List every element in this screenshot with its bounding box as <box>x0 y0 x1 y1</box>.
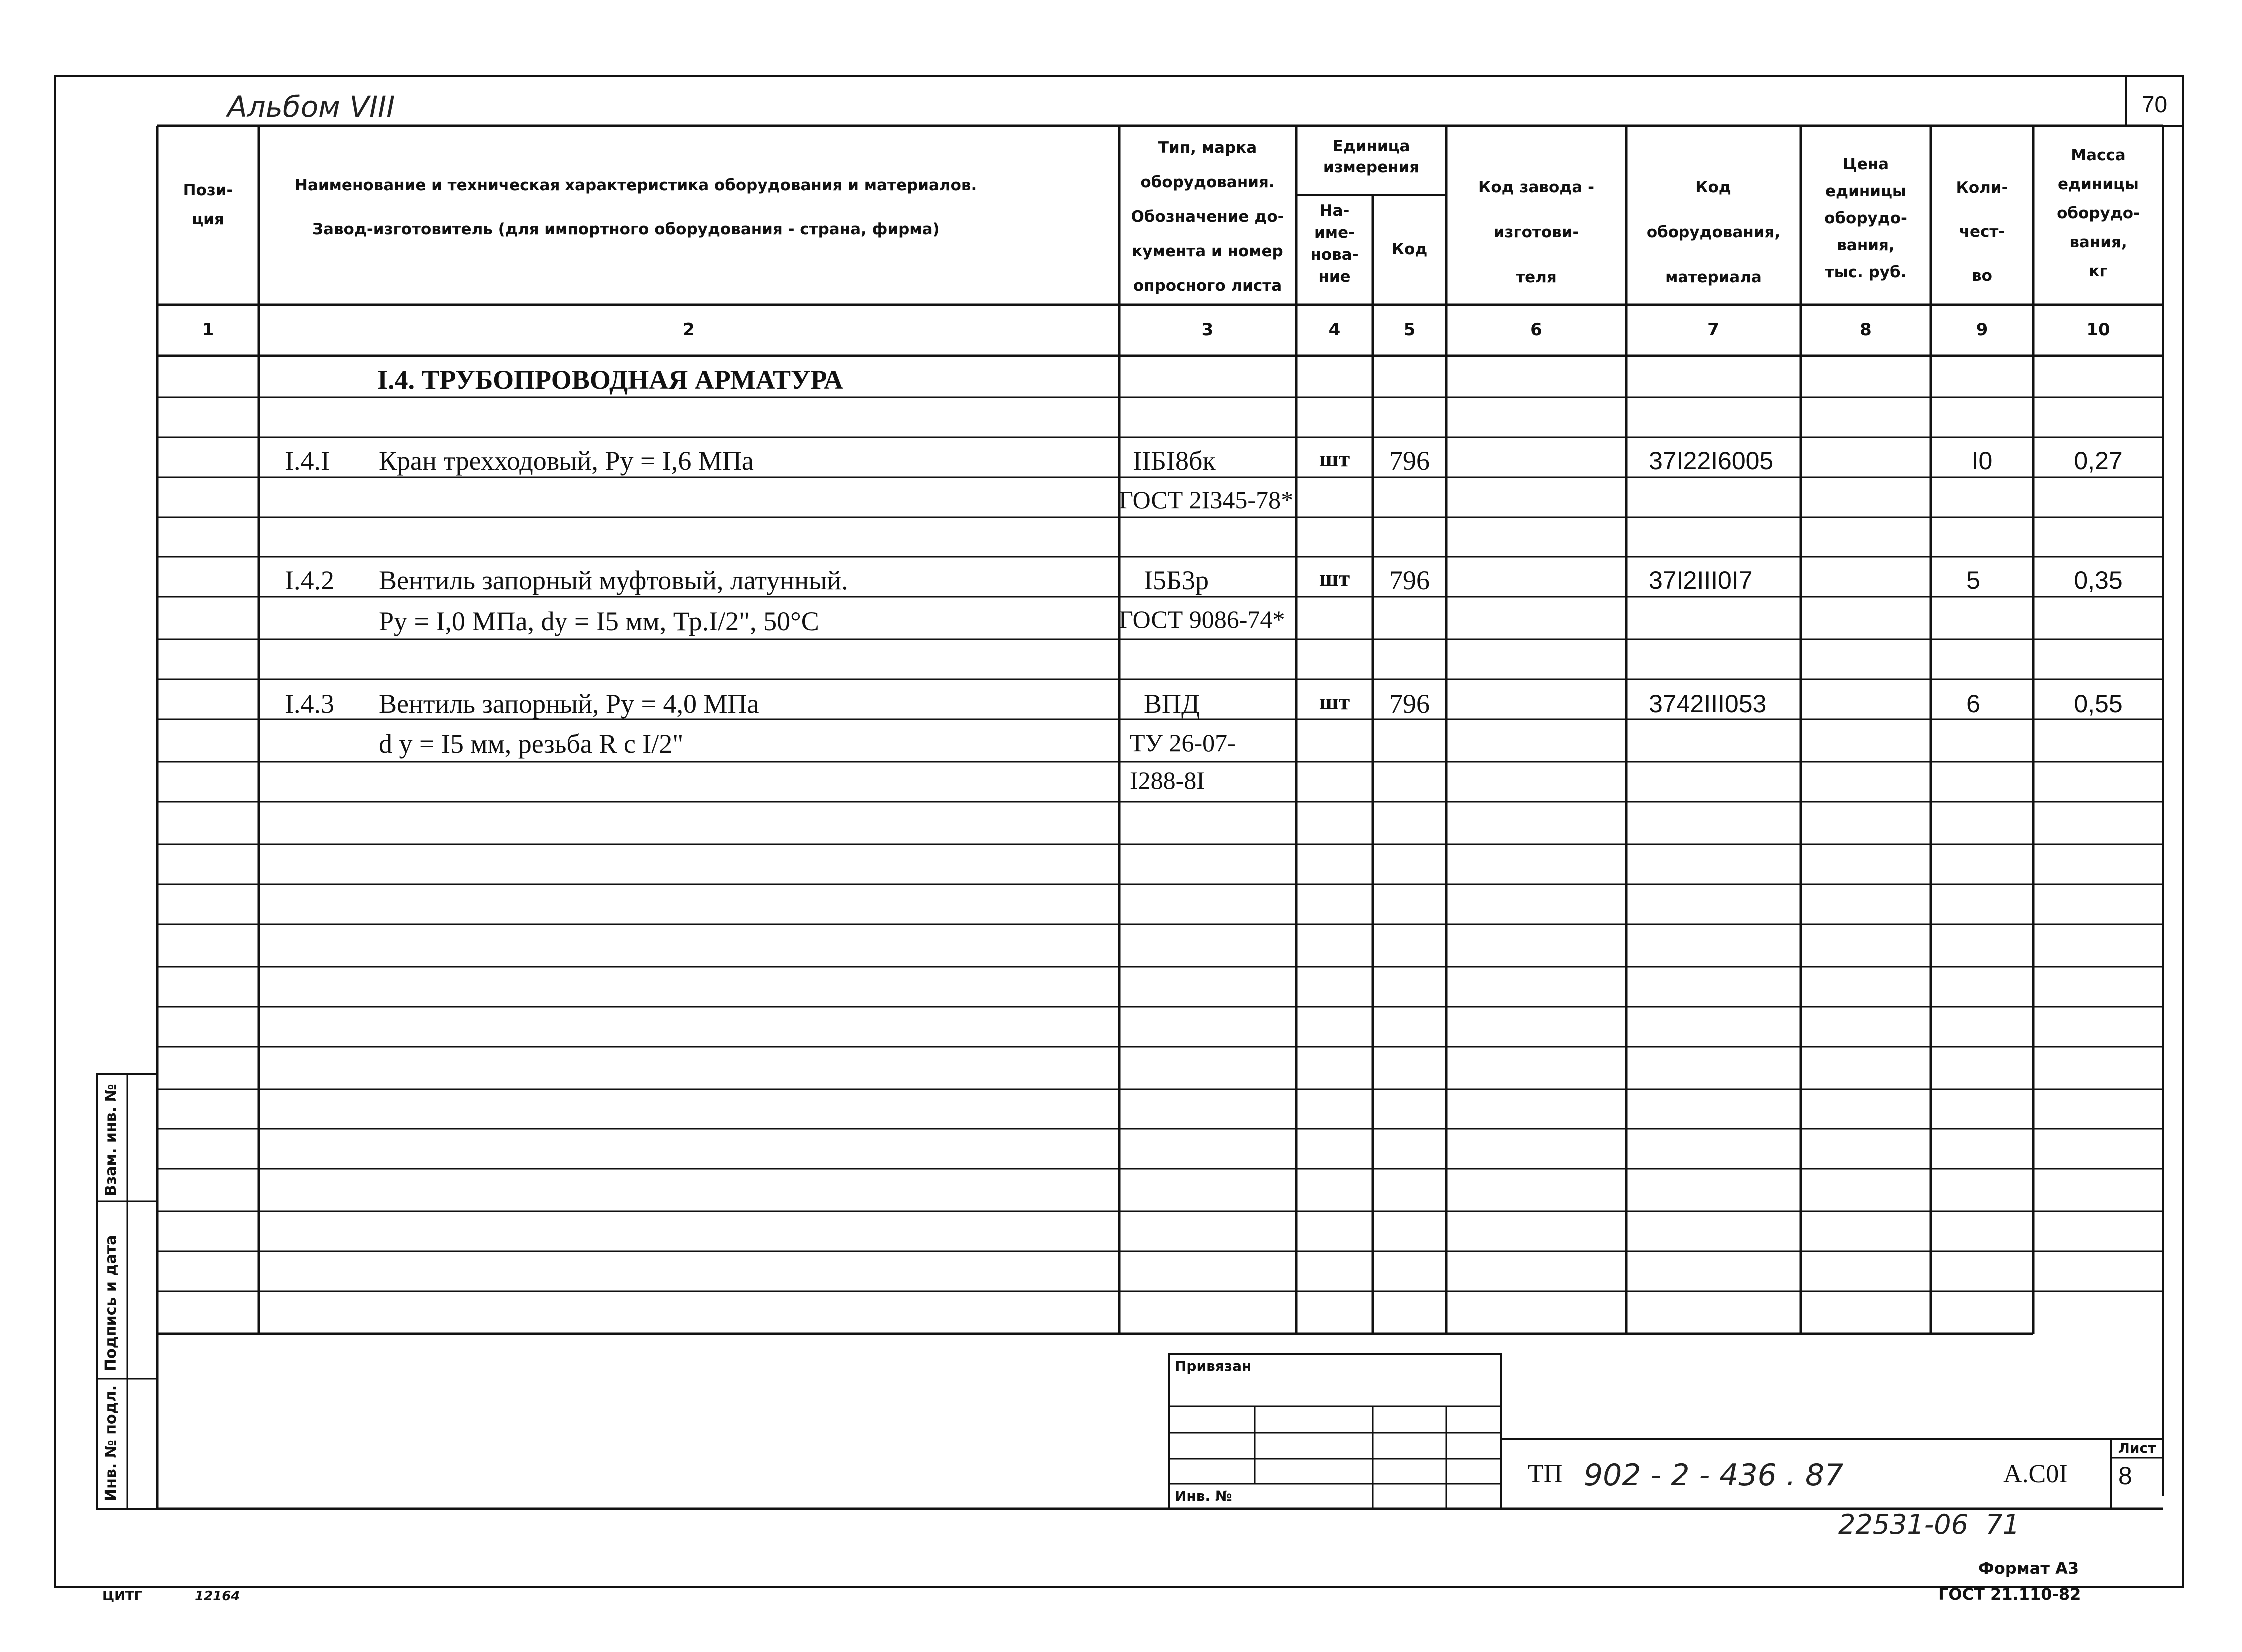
side-stamp-vzam: Взам. инв. № <box>102 1084 120 1196</box>
item-name-spec: d y = I5 мм, резьба R c I/2" <box>379 729 684 759</box>
header-type: Тип, марка оборудования. Обозначение до- кумента и номер опросного листа <box>1131 139 1284 295</box>
item-quantity: I0 <box>1971 447 1993 475</box>
item-type-doc: ГОСТ 9086-74* <box>1119 605 1285 633</box>
item-unit: шт <box>1319 689 1350 714</box>
header-mass: Масса единицы оборудо- вания, кг <box>2057 146 2140 280</box>
tp-number: 902 - 2 - 436 . 87 <box>1584 1458 1844 1493</box>
item-type-doc: ГОСТ 2I345-78* <box>1119 486 1294 514</box>
item-unit-code: 796 <box>1389 565 1430 595</box>
item-name: Вентиль запорный муфтовый, латунный. <box>379 565 848 595</box>
header-unit-name: На- име- нова- ние <box>1310 202 1359 286</box>
item-type-doc: ТУ 26-07- <box>1130 729 1236 757</box>
item-position: I.4.2 <box>285 565 334 595</box>
item-mass: 0,35 <box>2074 566 2123 594</box>
bottom-left-mark: ЦИТГ <box>102 1589 143 1604</box>
item-quantity: 6 <box>1966 690 1980 718</box>
item-name: Кран трехходовый, Ру = I,6 МПа <box>379 446 754 476</box>
list-number: 8 <box>2118 1462 2132 1490</box>
gost-label: ГОСТ 21.110-82 <box>1938 1585 2081 1604</box>
column-number: 2 <box>683 320 695 340</box>
page-number: 70 <box>2141 91 2168 117</box>
item-name-spec: Ру = I,0 МПа, dy = I5 мм, Тр.I/2", 50°C <box>379 606 819 636</box>
bottom-left-number: 12164 <box>195 1589 240 1604</box>
privyazan-label: Привязан <box>1175 1358 1252 1374</box>
header-factory-code: Код завода - изготови- теля <box>1478 178 1594 286</box>
item-mass: 0,27 <box>2074 447 2123 475</box>
column-number: 4 <box>1328 320 1341 340</box>
format-label: Формат А3 <box>1978 1559 2079 1578</box>
item-type: ВПД <box>1144 689 1200 719</box>
item-equipment-code: 37I2III0I7 <box>1649 566 1753 594</box>
section-title: I.4. ТРУБОПРОВОДНАЯ АРМАТУРА <box>377 365 843 395</box>
list-label: Лист <box>2118 1440 2156 1456</box>
tp-prefix: ТП <box>1528 1460 1563 1488</box>
item-unit-code: 796 <box>1389 446 1430 476</box>
item-position: I.4.I <box>285 446 330 476</box>
item-mass: 0,55 <box>2074 690 2123 718</box>
column-number: 9 <box>1976 320 1988 340</box>
item-quantity: 5 <box>1966 566 1980 594</box>
header-unit-group: Единица измерения <box>1323 137 1420 176</box>
column-number: 5 <box>1403 320 1416 340</box>
column-number: 1 <box>202 320 214 340</box>
header-equipment-code: Код оборудования, материала <box>1646 178 1781 286</box>
header-position: Пози- ция <box>183 181 233 228</box>
item-position: I.4.3 <box>285 689 334 719</box>
header-name-line2: Завод-изготовитель (для импортного оборудования - страна, фирма) <box>312 220 940 238</box>
header-name-line1: Наименование и техническая характеристика оборудования и материалов. <box>295 176 977 194</box>
archive-number: 22531-06 71 <box>1838 1509 2020 1540</box>
item-name: Вентиль запорный, Ру = 4,0 МПа <box>379 689 759 719</box>
item-equipment-code: 3742III053 <box>1649 690 1767 718</box>
header-unit-code: Код <box>1391 240 1428 258</box>
header-quantity: Коли- чест- во <box>1956 179 2008 285</box>
column-number: 6 <box>1530 320 1542 340</box>
item-type: IIБI8бк <box>1133 446 1216 476</box>
item-unit: шт <box>1319 446 1350 471</box>
item-type: I5Б3р <box>1144 565 1209 595</box>
item-equipment-code: 37I22I6005 <box>1649 447 1774 475</box>
sheet-code: А.С0I <box>2003 1460 2068 1488</box>
column-number: 7 <box>1707 320 1719 340</box>
item-unit: шт <box>1319 565 1350 591</box>
column-number: 10 <box>2086 320 2110 340</box>
column-number: 3 <box>1201 320 1214 340</box>
item-unit-code: 796 <box>1389 689 1430 719</box>
header-price: Цена единицы оборудо- вания, тыс. руб. <box>1824 155 1907 281</box>
inv-no-label: Инв. № <box>1175 1488 1232 1504</box>
side-stamp-inv-podl: Инв. № подл. <box>102 1385 120 1501</box>
item-type-doc-cont: I288-8I <box>1130 766 1205 794</box>
album-label: Альбом VIII <box>227 90 395 124</box>
column-number: 8 <box>1860 320 1872 340</box>
side-stamp-signature: Подпись и дата <box>102 1235 120 1371</box>
